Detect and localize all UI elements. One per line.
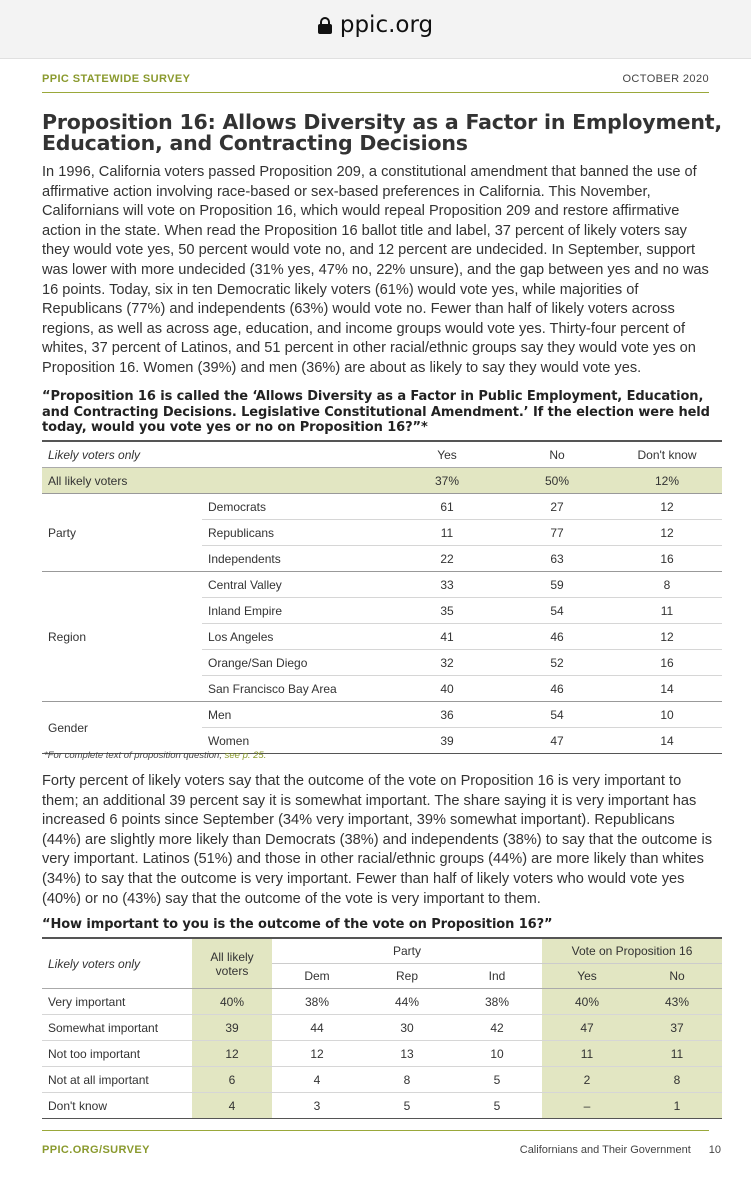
row-label: Very important (42, 989, 192, 1015)
cell: 52 (502, 650, 612, 676)
cell: 39 (192, 1015, 272, 1041)
cell: 46 (502, 676, 612, 702)
cell: 35 (392, 598, 502, 624)
header-divider (42, 92, 709, 93)
group-gender: Gender (42, 702, 202, 754)
cell: 11 (632, 1041, 722, 1067)
cell: 22 (392, 546, 502, 572)
cell: 12 (612, 624, 722, 650)
cell: 10 (612, 702, 722, 728)
cell: 36 (392, 702, 502, 728)
cell: 46 (502, 624, 612, 650)
col-rep: Rep (362, 964, 452, 989)
row-label: Men (202, 702, 392, 728)
cell: 12 (192, 1041, 272, 1067)
row-label: San Francisco Bay Area (202, 676, 392, 702)
table-row (42, 1067, 722, 1093)
row-label: Not at all important (42, 1067, 192, 1093)
cell: 37 (632, 1015, 722, 1041)
table-row (42, 989, 722, 1015)
cell: 12% (612, 468, 722, 494)
row-label: All likely voters (42, 468, 392, 494)
vote-table-header (42, 441, 722, 468)
table-row (42, 494, 722, 520)
cell: 14 (612, 676, 722, 702)
page-title: Proposition 16: Allows Diversity as a Factor in Employment, Education, and Contracting Decisions (42, 110, 722, 155)
col-no: No (502, 441, 612, 468)
row-label: Inland Empire (202, 598, 392, 624)
group-region: Region (42, 572, 202, 702)
cell: 5 (362, 1093, 452, 1119)
footnote-text: *For complete text of proposition question, (44, 750, 225, 761)
cell: 11 (612, 598, 722, 624)
footer-link[interactable]: PPIC.ORG/SURVEY (42, 1144, 150, 1156)
cell: 13 (362, 1041, 452, 1067)
cell: 40% (542, 989, 632, 1015)
row-label: Orange/San Diego (202, 650, 392, 676)
cell: 43% (632, 989, 722, 1015)
col-yes: Yes (392, 441, 502, 468)
table-label: Likely voters only (42, 938, 192, 989)
cell: 61 (392, 494, 502, 520)
table-label: Likely voters only (42, 441, 392, 468)
question-1: “Proposition 16 is called the ‘Allows Diversity as a Factor in Public Employment, Education, and Contracting Decisions. Legislative Constitutional Amendment.’ If the election were held today, would you vote yes or no on Proposition 16?”* (42, 389, 710, 435)
cell: 33 (392, 572, 502, 598)
cell: 42 (452, 1015, 542, 1041)
table-row (42, 1015, 722, 1041)
cell: 59 (502, 572, 612, 598)
cell: 1 (632, 1093, 722, 1119)
row-label: Central Valley (202, 572, 392, 598)
importance-table (42, 937, 722, 1119)
cell: 11 (542, 1041, 632, 1067)
cell: 39 (392, 728, 502, 754)
survey-date: OCTOBER 2020 (622, 73, 709, 85)
row-label: Independents (202, 546, 392, 572)
cell: 47 (502, 728, 612, 754)
cell: 77 (502, 520, 612, 546)
cell: 5 (452, 1067, 542, 1093)
cell: 10 (452, 1041, 542, 1067)
table-row (42, 572, 722, 598)
browser-url-bar[interactable] (0, 0, 751, 59)
footnote (44, 750, 266, 761)
cell: 8 (362, 1067, 452, 1093)
cell: 41 (392, 624, 502, 650)
cell: 12 (612, 520, 722, 546)
row-label: Democrats (202, 494, 392, 520)
table-row (42, 702, 722, 728)
cell: 11 (392, 520, 502, 546)
cell: 40% (192, 989, 272, 1015)
col-dont-know: Don't know (612, 441, 722, 468)
cell: 8 (632, 1067, 722, 1093)
cell: 14 (612, 728, 722, 754)
cell: 40 (392, 676, 502, 702)
cell: 8 (612, 572, 722, 598)
vote-table (42, 440, 722, 754)
page-number: 10 (708, 1144, 721, 1156)
cell: 3 (272, 1093, 362, 1119)
importance-paragraph: Forty percent of likely voters say that the outcome of the vote on Proposition 16 is very important to them; an additional 39 percent say it is somewhat important. The share saying it is very important has increased 6 points since September (34% very important, 39% somewhat important). Republicans (44%) are slightly more likely than Democrats (38%) and independents (38%) to say that the outcome is very important. Latinos (51%) and those in other racial/ethnic groups (44%) are more likely than whites (34%) to say that the outcome is very important. Fewer than half of likely voters who would vote yes (40%) or no (43%) say that the outcome of the vote is very important to them. (42, 773, 713, 907)
url-display[interactable] (0, 12, 751, 38)
footer-divider (42, 1130, 709, 1131)
cell: 32 (392, 650, 502, 676)
cell: 44 (272, 1015, 362, 1041)
cell: 12 (612, 494, 722, 520)
cell: 38% (452, 989, 542, 1015)
cell: 2 (542, 1067, 632, 1093)
importance-header-1 (42, 938, 722, 964)
table-row (42, 1041, 722, 1067)
col-vote-yes: Yes (542, 964, 632, 989)
row-label: Not too important (42, 1041, 192, 1067)
cell: 54 (502, 598, 612, 624)
row-label: Women (202, 728, 392, 754)
table-row (42, 1093, 722, 1119)
col-dem: Dem (272, 964, 362, 989)
row-label: Republicans (202, 520, 392, 546)
cell: 4 (192, 1093, 272, 1119)
lock-icon (318, 17, 332, 33)
footnote-link[interactable]: see p. 25. (224, 750, 267, 761)
cell: 6 (192, 1067, 272, 1093)
col-vote: Vote on Proposition 16 (542, 938, 722, 964)
intro-paragraph: In 1996, California voters passed Proposition 209, a constitutional amendment that banned the use of affirmative action involving race-based or sex-based preferences in California. This November, Californians will vote on Proposition 16, which would repeal Proposition 209 and restore affirmative action in the state. When read the Proposition 16 ballot title and label, 37 percent of likely voters say they would vote yes, 50 percent would vote no, and 12 percent are undecided. In September, support was lower with more undecided (31% yes, 47% no, 22% unsure), and the gap between yes and no was 16 points. Today, six in ten Democratic likely voters (61%) would vote yes, while majorities of Republicans (77%) and independents (63%) would vote no. Fewer than half of likely voters across regions, as well as across age, education, and income groups would vote yes. Thirty-four percent of whites, 37 percent of Latinos, and 51 percent in other racial/ethnic groups say they would vote yes on Proposition 16. Women (39%) and men (36%) are about as likely to say they would vote yes. (42, 164, 709, 376)
table-row-all (42, 468, 722, 494)
cell: 5 (452, 1093, 542, 1119)
col-all-likely: All likely voters (192, 938, 272, 989)
cell: – (542, 1093, 632, 1119)
col-vote-no: No (632, 964, 722, 989)
row-label: Don't know (42, 1093, 192, 1119)
question-2: “How important to you is the outcome of the vote on Proposition 16?” (42, 917, 553, 932)
cell: 38% (272, 989, 362, 1015)
cell: 63 (502, 546, 612, 572)
footer-publication: Californians and Their Government (519, 1144, 691, 1156)
footer-right (520, 1144, 721, 1156)
cell: 44% (362, 989, 452, 1015)
cell: 50% (502, 468, 612, 494)
cell: 27 (502, 494, 612, 520)
col-ind: Ind (452, 964, 542, 989)
cell: 12 (272, 1041, 362, 1067)
cell: 30 (362, 1015, 452, 1041)
cell: 37% (392, 468, 502, 494)
col-party: Party (272, 938, 542, 964)
cell: 16 (612, 546, 722, 572)
group-party: Party (42, 494, 202, 572)
cell: 16 (612, 650, 722, 676)
url-text: ppic.org (339, 12, 434, 38)
survey-header: PPIC STATEWIDE SURVEY (42, 73, 191, 85)
row-label: Somewhat important (42, 1015, 192, 1041)
cell: 4 (272, 1067, 362, 1093)
row-label: Los Angeles (202, 624, 392, 650)
cell: 47 (542, 1015, 632, 1041)
cell: 54 (502, 702, 612, 728)
